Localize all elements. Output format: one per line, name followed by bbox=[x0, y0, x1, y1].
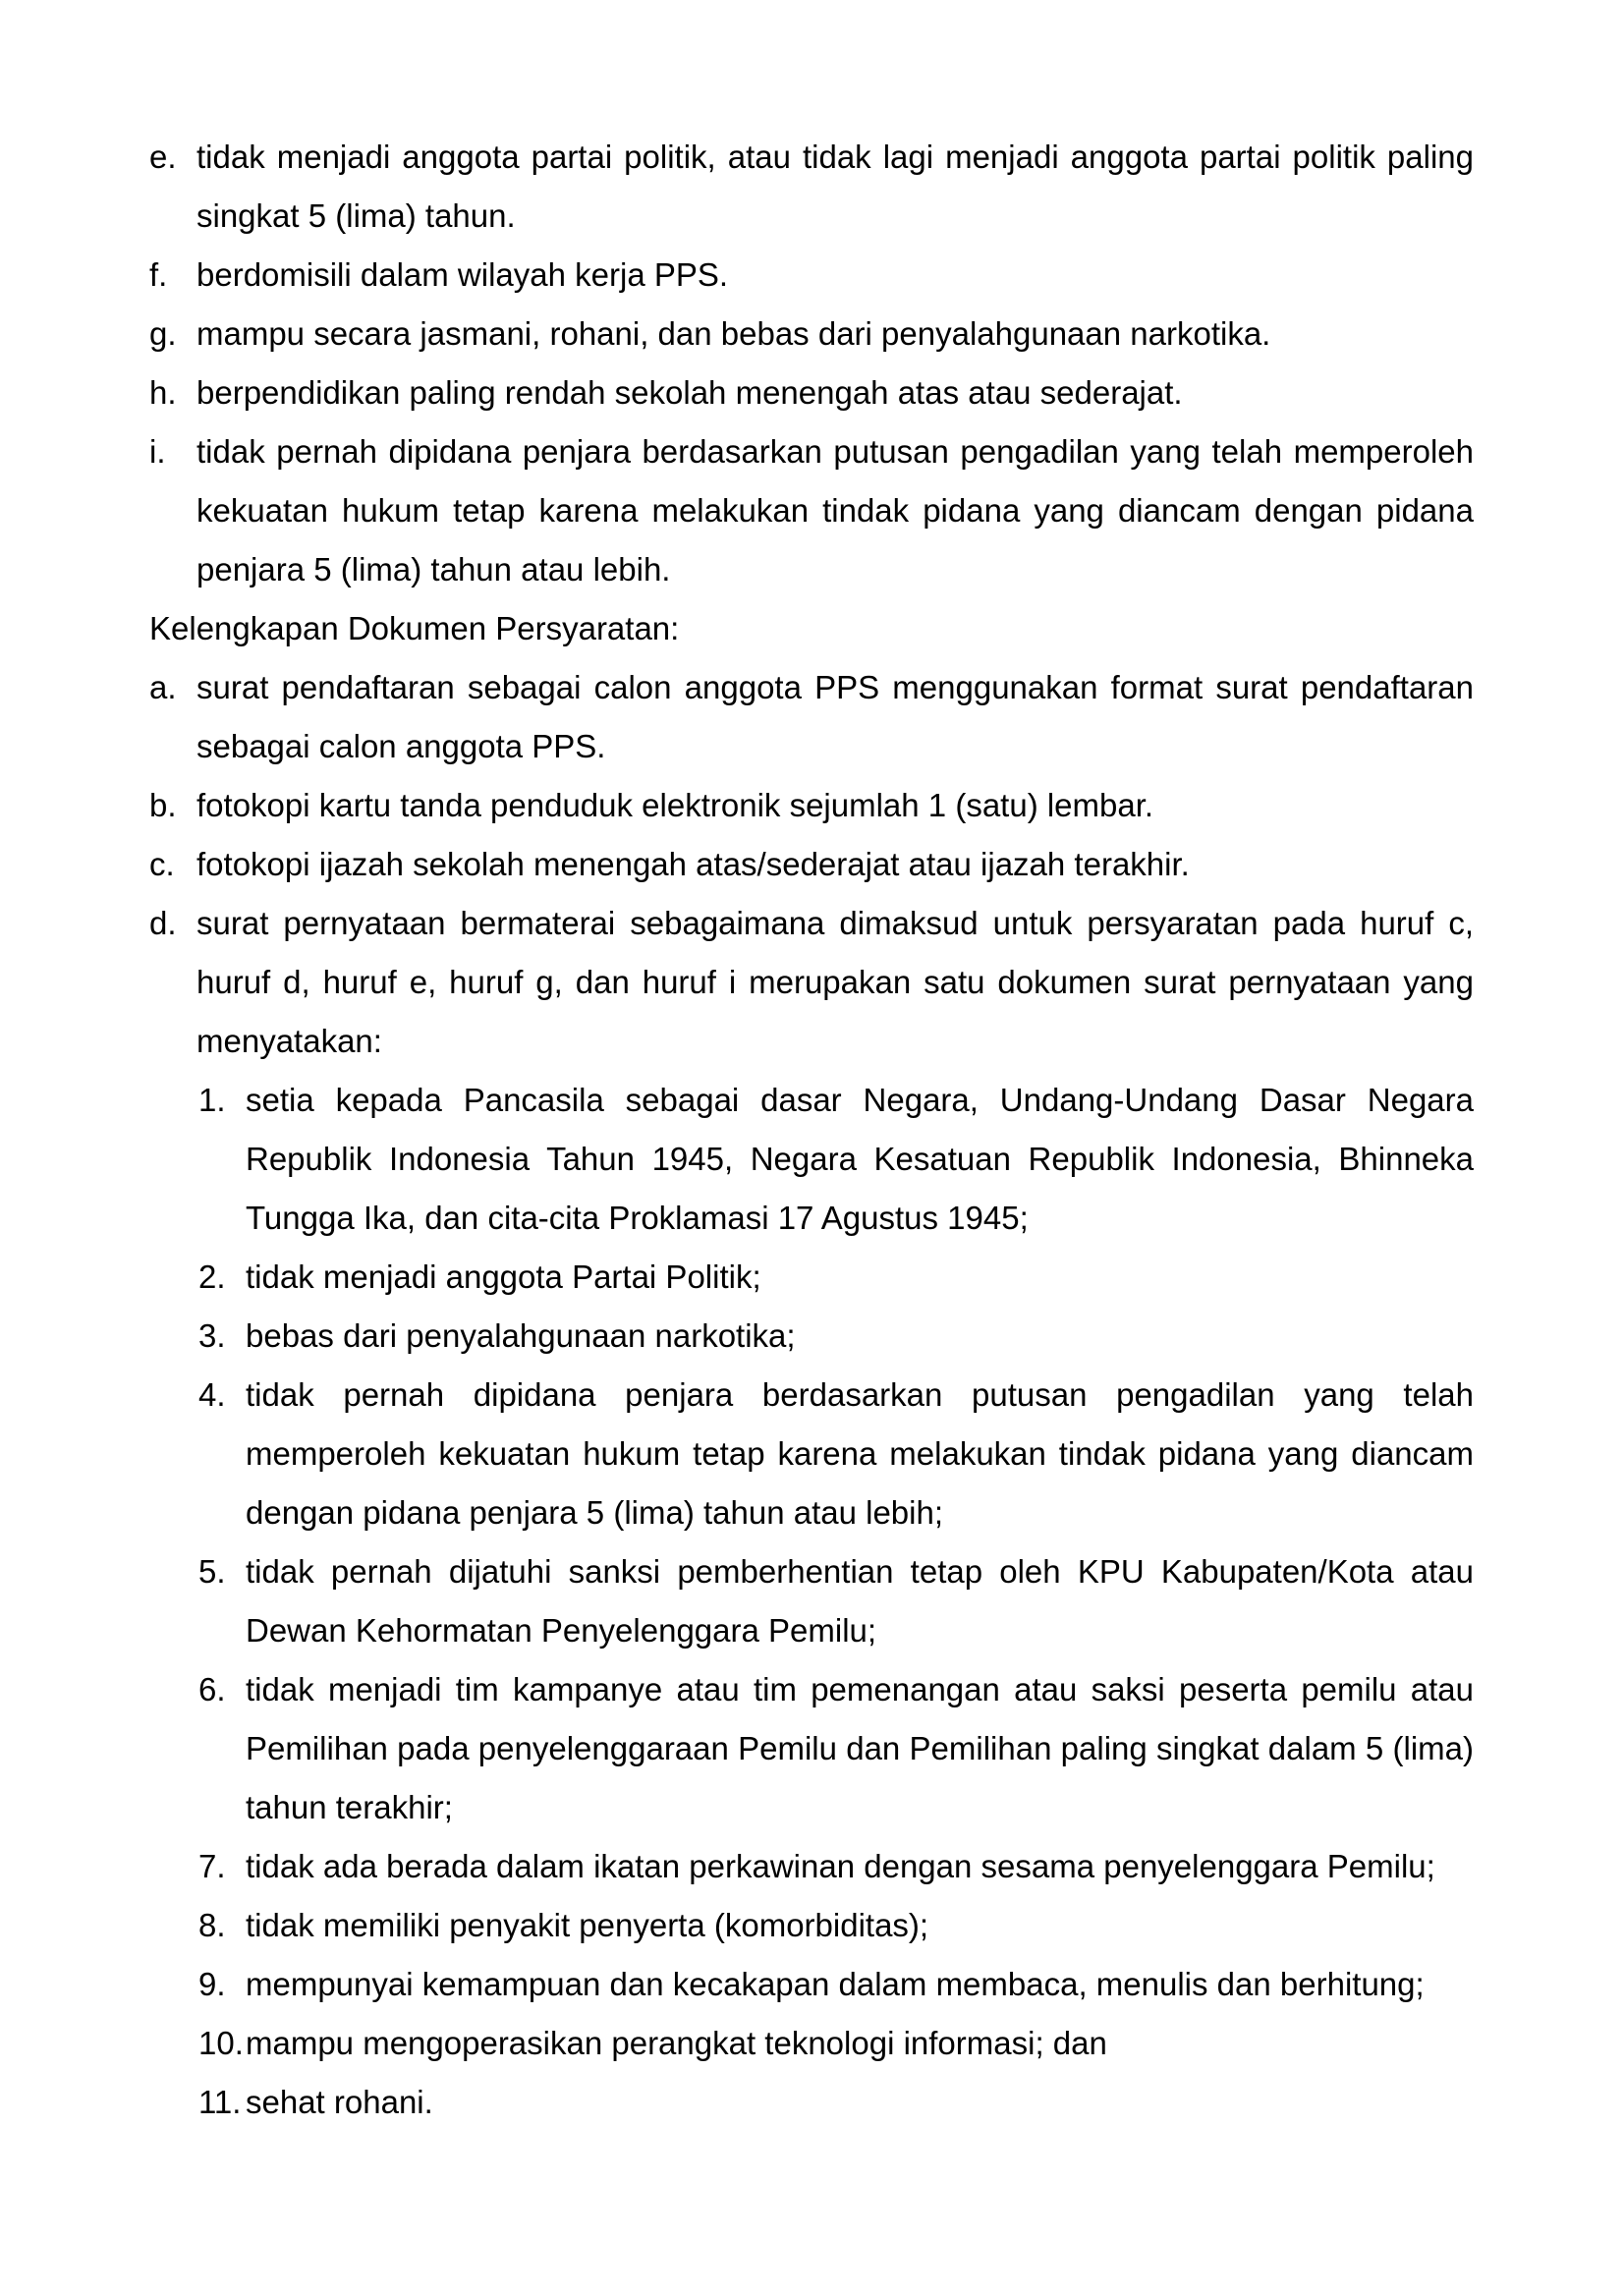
list-item-g bbox=[149, 305, 1474, 364]
list-item-text: berdomisili dalam wilayah kerja PPS. bbox=[196, 256, 729, 293]
list-marker: 9. bbox=[198, 1966, 226, 2002]
list-item-text: mampu mengoperasikan perangkat teknologi informasi; dan bbox=[246, 2025, 1107, 2061]
list-item-text: bebas dari penyalahgunaan narkotika; bbox=[246, 1317, 796, 1354]
list-marker: 10. bbox=[198, 2025, 244, 2061]
statement-item-7 bbox=[149, 1837, 1474, 1896]
list-marker: 5. bbox=[198, 1553, 226, 1590]
list-marker: f. bbox=[149, 256, 168, 293]
statement-item-6 bbox=[149, 1660, 1474, 1837]
list-item-text: tidak pernah dipidana penjara berdasarkan putusan pengadilan yang telah memperoleh kekuatan hukum tetap karena melakukan tindak pidana yang diancam dengan pidana penjara 5 (lima) tahun atau lebih; bbox=[246, 1376, 1474, 1531]
list-marker: i. bbox=[149, 433, 166, 470]
statement-item-9 bbox=[149, 1955, 1474, 2014]
list-item-text: surat pernyataan bermaterai sebagaimana dimaksud untuk persyaratan pada huruf c, huruf d, huruf e, huruf g, dan huruf i merupakan satu dokumen surat pernyataan yang menyatakan: bbox=[196, 905, 1474, 1059]
list-item-text: tidak pernah dipidana penjara berdasarkan putusan pengadilan yang telah memperoleh kekuatan hukum tetap karena melakukan tindak pidana yang diancam dengan pidana penjara 5 (lima) tahun atau lebih. bbox=[196, 433, 1474, 587]
list-item-d bbox=[149, 894, 1474, 1071]
list-item-e bbox=[149, 128, 1474, 246]
list-item-text: setia kepada Pancasila sebagai dasar Negara, Undang-Undang Dasar Negara Republik Indonesia Tahun 1945, Negara Kesatuan Republik Indonesia, Bhinneka Tungga Ika, dan cita-cita Proklamasi 17 Agustus 1945; bbox=[246, 1082, 1474, 1236]
statement-item-8 bbox=[149, 1896, 1474, 1955]
list-marker: 8. bbox=[198, 1907, 226, 1943]
statement-item-4 bbox=[149, 1366, 1474, 1542]
list-marker: e. bbox=[149, 139, 177, 175]
list-item-i bbox=[149, 422, 1474, 599]
list-item-text: tidak pernah dijatuhi sanksi pemberhentian tetap oleh KPU Kabupaten/Kota atau Dewan Kehormatan Penyelenggara Pemilu; bbox=[246, 1553, 1474, 1649]
list-marker: g. bbox=[149, 315, 177, 352]
list-marker: 7. bbox=[198, 1848, 226, 1884]
statement-item-3 bbox=[149, 1307, 1474, 1366]
list-marker: 3. bbox=[198, 1317, 226, 1354]
statement-item-1 bbox=[149, 1071, 1474, 1248]
list-item-text: fotokopi ijazah sekolah menengah atas/sederajat atau ijazah terakhir. bbox=[196, 846, 1190, 882]
list-marker: 1. bbox=[198, 1082, 226, 1118]
document-body bbox=[149, 128, 1474, 2132]
list-item-text: tidak menjadi anggota partai politik, atau tidak lagi menjadi anggota partai politik paling singkat 5 (lima) tahun. bbox=[196, 139, 1474, 234]
list-item-h bbox=[149, 364, 1474, 422]
list-marker: b. bbox=[149, 787, 177, 823]
list-marker: c. bbox=[149, 846, 175, 882]
list-item-a bbox=[149, 658, 1474, 776]
list-marker: 2. bbox=[198, 1259, 226, 1295]
statement-item-10 bbox=[149, 2014, 1474, 2073]
statement-item-11 bbox=[149, 2073, 1474, 2132]
list-item-text: tidak menjadi tim kampanye atau tim pemenangan atau saksi peserta pemilu atau Pemilihan pada penyelenggaraan Pemilu dan Pemilihan paling singkat dalam 5 (lima) tahun terakhir; bbox=[246, 1671, 1474, 1825]
list-item-c bbox=[149, 835, 1474, 894]
list-marker: 4. bbox=[198, 1376, 226, 1413]
list-marker: d. bbox=[149, 905, 177, 941]
list-item-f bbox=[149, 246, 1474, 305]
list-marker: h. bbox=[149, 374, 177, 411]
statement-item-2 bbox=[149, 1248, 1474, 1307]
list-item-text: tidak ada berada dalam ikatan perkawinan dengan sesama penyelenggara Pemilu; bbox=[246, 1848, 1435, 1884]
section-heading: Kelengkapan Dokumen Persyaratan: bbox=[149, 610, 680, 646]
list-item-text: sehat rohani. bbox=[246, 2084, 433, 2120]
list-item-b bbox=[149, 776, 1474, 835]
list-item-text: mempunyai kemampuan dan kecakapan dalam membaca, menulis dan berhitung; bbox=[246, 1966, 1425, 2002]
list-item-text: tidak menjadi anggota Partai Politik; bbox=[246, 1259, 761, 1295]
statement-item-5 bbox=[149, 1542, 1474, 1660]
list-marker: 11. bbox=[198, 2084, 242, 2120]
list-item-text: tidak memiliki penyakit penyerta (komorbiditas); bbox=[246, 1907, 929, 1943]
list-marker: a. bbox=[149, 669, 177, 705]
list-marker: 6. bbox=[198, 1671, 226, 1707]
list-item-text: berpendidikan paling rendah sekolah menengah atas atau sederajat. bbox=[196, 374, 1183, 411]
list-item-text: mampu secara jasmani, rohani, dan bebas dari penyalahgunaan narkotika. bbox=[196, 315, 1271, 352]
list-item-text: surat pendaftaran sebagai calon anggota PPS menggunakan format surat pendaftaran sebagai calon anggota PPS. bbox=[196, 669, 1474, 764]
list-item-text: fotokopi kartu tanda penduduk elektronik sejumlah 1 (satu) lembar. bbox=[196, 787, 1154, 823]
